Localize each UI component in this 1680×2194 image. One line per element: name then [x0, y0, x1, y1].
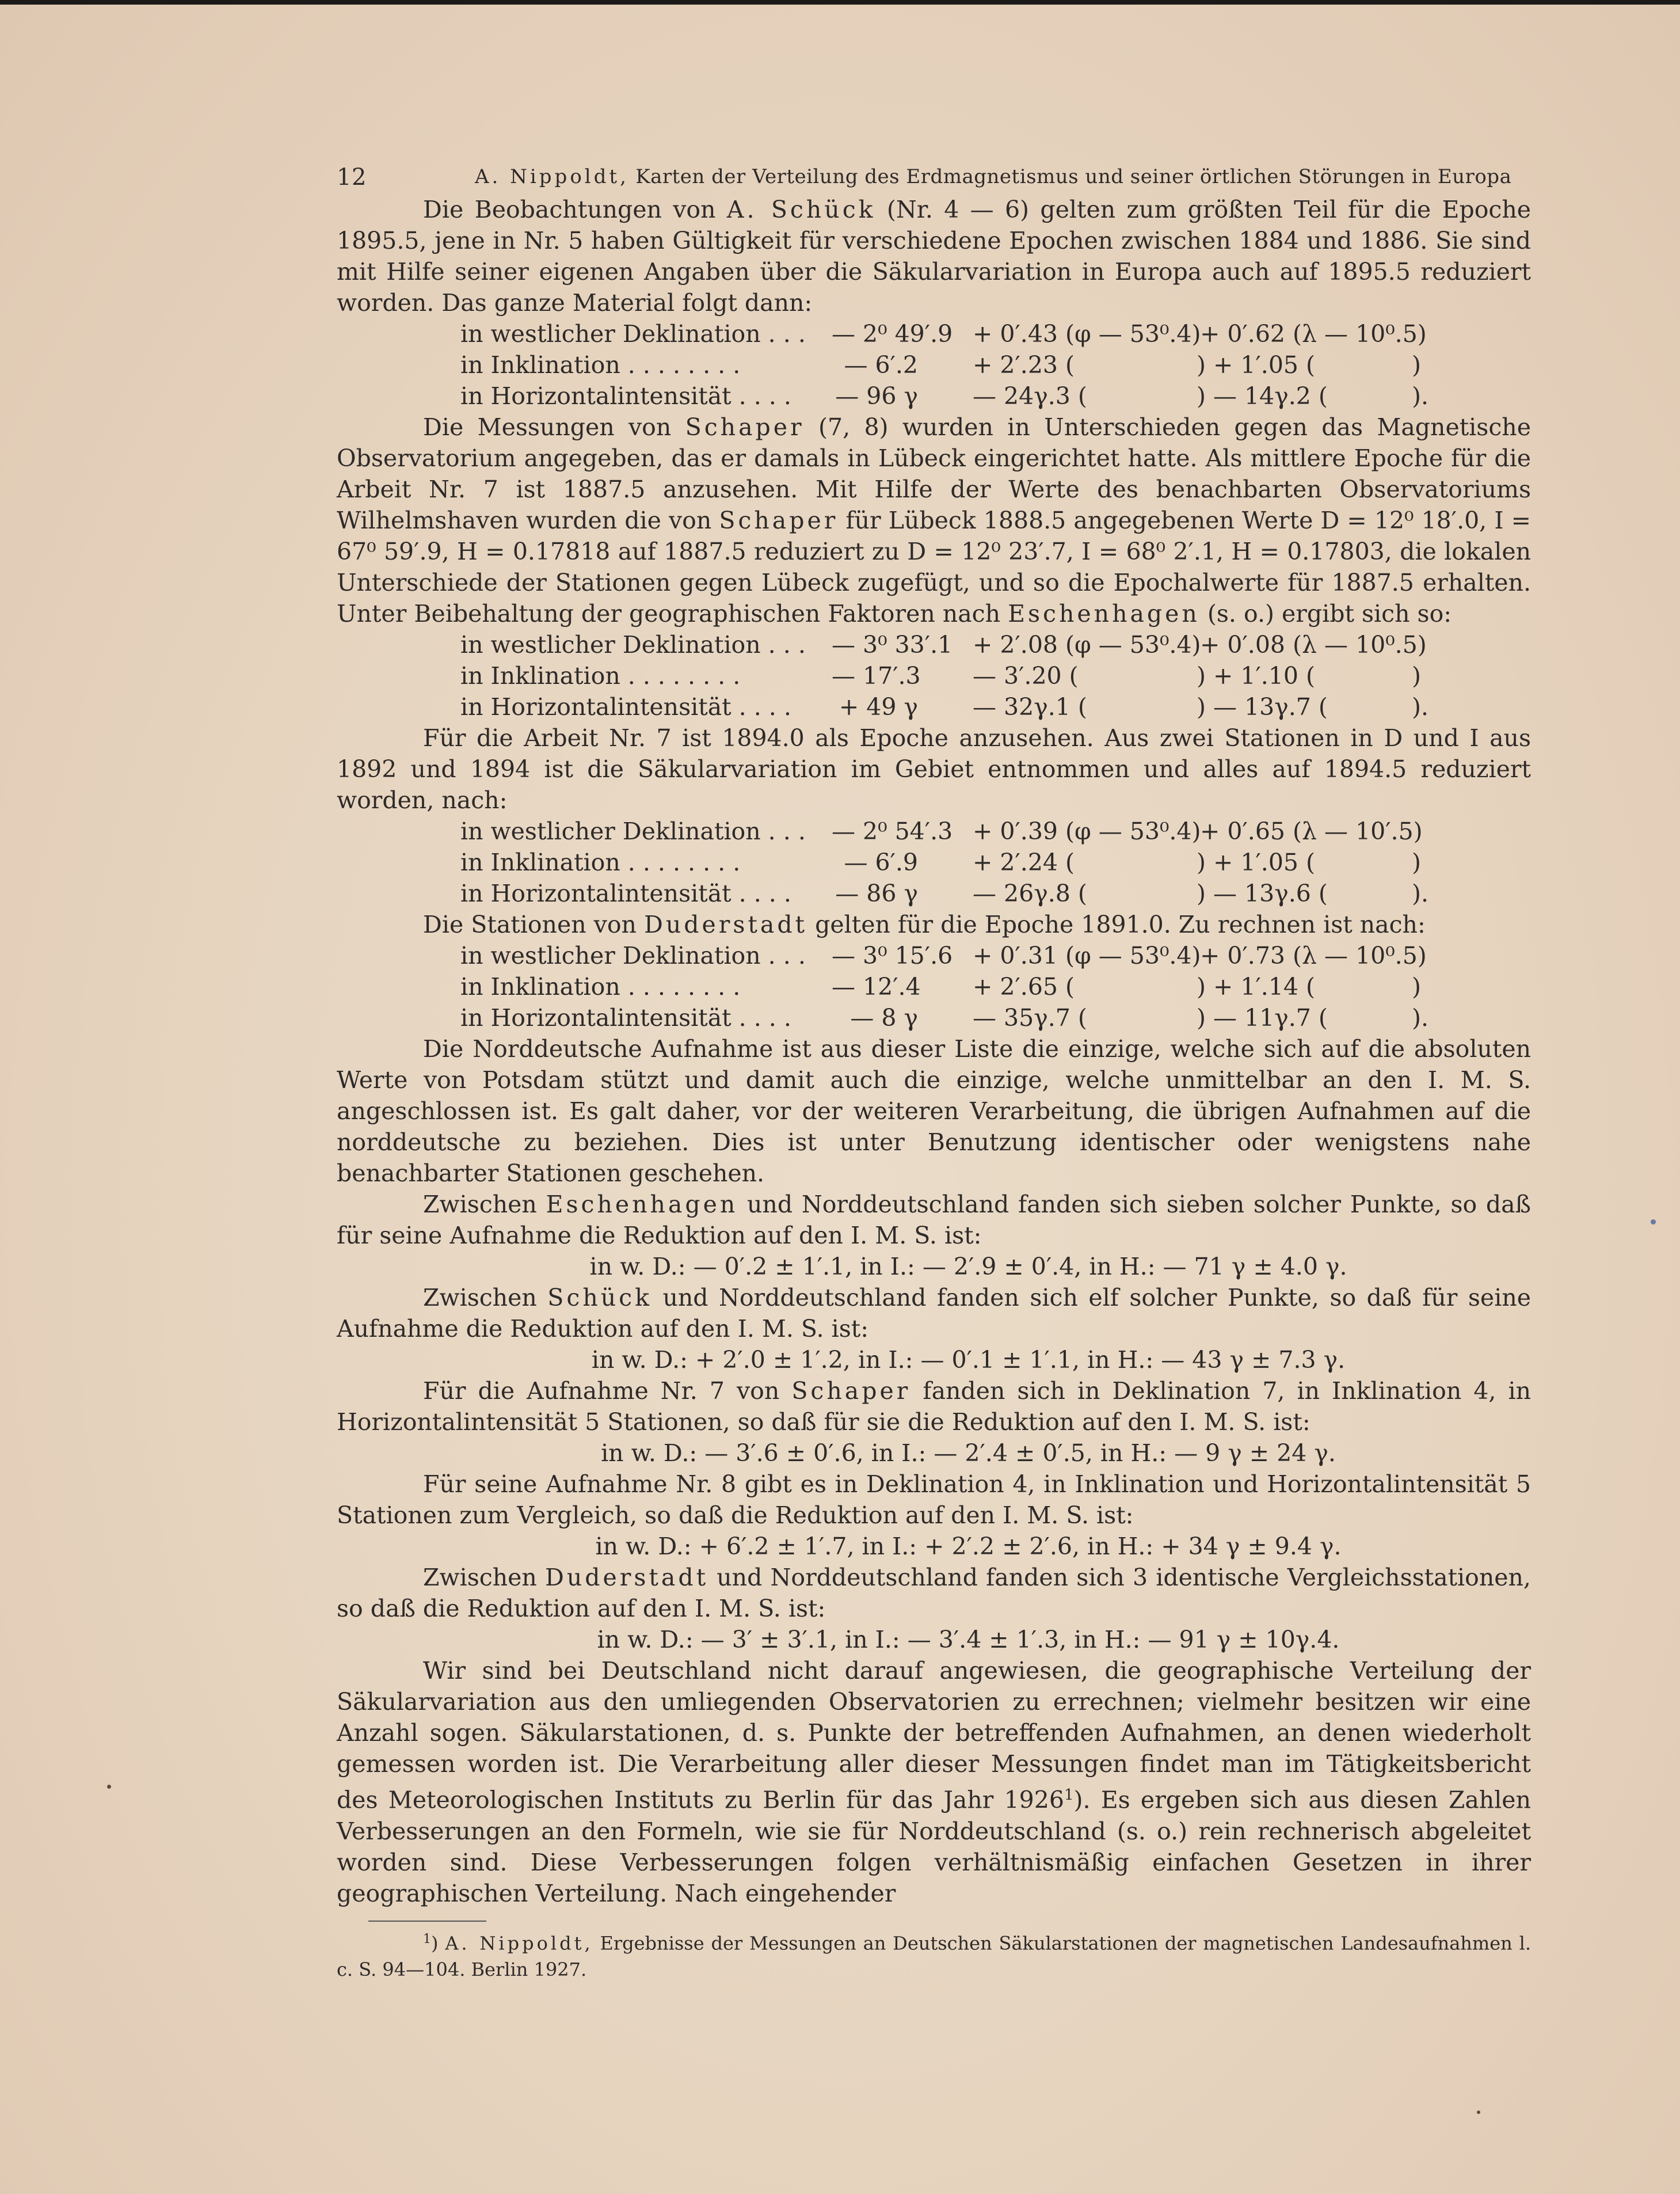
footnote-reference: 1 [1064, 1786, 1074, 1804]
paragraph: Für seine Aufnahme Nr. 8 gibt es in Deklination 4, in Inklination und Horizontalintensität 5 Stationen zum Vergleich, so daß die Reduktion auf den I. M. S. ist: [337, 1470, 1531, 1529]
footnote-divider [368, 1921, 486, 1922]
paragraph: Zwischen Eschenhagen und Norddeutschland fanden sich sieben solcher Punkte, so daß für seine Aufnahme die Reduktion auf den I. M. S. ist: [337, 1191, 1531, 1249]
formula-row: in westlicher Deklination . . . — 2⁰ 49′.9 + 0′.43 (φ — 53⁰.4) + 0′.62 (λ — 10⁰.5) [460, 320, 1427, 348]
page-number: 12 [337, 164, 367, 191]
reduction-formula: in w. D.: + 6′.2 ± 1′.7, in I.: + 2′.2 ± 2′.6, in H.: + 34 γ ± 9.4 γ. [595, 1533, 1342, 1560]
person-name: Schaper [685, 413, 805, 441]
person-name: A. Nippoldt, [445, 1932, 593, 1955]
formula-row: in Inklination . . . . . . . . — 12′.4 + 2′.65 ( ) + 1′.14 ( ) [460, 973, 1421, 1001]
running-header [337, 158, 1531, 194]
paragraph: Die Beobachtungen von A. Schück (Nr. 4 — 6) gelten zum größten Teil für die Epoche 1895.5, jene in Nr. 5 haben Gültigkeit für verschiedene Epochen zwischen 1884 und 1886. Sie sind mit Hilfe seiner eigenen Angaben über die Säkularvariation in Europa auch auf 1895.5 reduziert worden. Das ganze Material folgt dann: [337, 196, 1532, 317]
formula-row: in Horizontalintensität . . . . — 86 γ — 26γ.8 ( ) — 13γ.6 ( ). [460, 880, 1429, 907]
header-title: Karten der Verteilung des Erdmagnetismus und seiner örtlichen Störungen in Europa [635, 165, 1512, 188]
formula-row: in westlicher Deklination . . . — 2⁰ 54′.3 + 0′.39 (φ — 53⁰.4) + 0′.65 (λ — 10′.5) [460, 817, 1423, 845]
person-name: A. Schück [726, 196, 876, 223]
paragraph: Die Norddeutsche Aufnahme ist aus dieser Liste die einzige, welche sich auf die absoluten Werte von Potsdam stützt und damit auch die einzige, welche unmittelbar an den I. M. S. angeschlossen ist. Es galt daher, vor der weiteren Verarbeitung, die übrigen Aufnahmen auf die norddeutsche zu beziehen. Dies ist unter Benutzung identischer oder wenigstens nahe benachbarter Stationen geschehen. [337, 1035, 1531, 1187]
paragraph: Zwischen Schück und Norddeutschland fanden sich elf solcher Punkte, so daß für seine Aufnahme die Reduktion auf den I. M. S. ist: [337, 1284, 1531, 1343]
person-name: Eschenhagen [1008, 600, 1200, 628]
footnote: $^1$) A. Nippoldt, Ergebnisse der Messungen an Deutschen Säkularstationen der magnetischen Landesaufnahmen l. c. S. 94—104. Berlin 1927. [337, 1931, 1532, 1981]
header-author: A. Nippoldt, [475, 165, 629, 188]
running-title [475, 165, 1511, 188]
person-name: Eschenhagen [546, 1191, 738, 1218]
paragraph: Die Stationen von Duderstadt gelten für die Epoche 1891.0. Zu rechnen ist nach: [423, 911, 1426, 938]
paragraph: Zwischen Duderstadt und Norddeutschland fanden sich 3 identische Vergleichsstationen, so daß die Reduktion auf den I. M. S. ist: [337, 1564, 1531, 1622]
formula-row: in Inklination . . . . . . . . — 6′.2 + 2′.23 ( ) + 1′.05 ( ) [460, 351, 1421, 379]
formula-block [337, 816, 1531, 909]
formula-block [337, 629, 1531, 723]
formula-block [337, 318, 1531, 412]
formula-row: in Horizontalintensität . . . . — 96 γ — 24γ.3 ( ) — 14γ.2 ( ). [460, 382, 1429, 410]
reduction-formula: in w. D.: — 3′.6 ± 0′.6, in I.: — 2′.4 ± 0′.5, in H.: — 9 γ ± 24 γ. [601, 1439, 1336, 1467]
paragraph: Für die Arbeit Nr. 7 ist 1894.0 als Epoche anzusehen. Aus zwei Stationen in D und I aus 1892 und 1894 ist die Säkularvariation im Gebiet entnommen und alles auf 1894.5 reduziert worden, nach: [337, 724, 1531, 814]
person-name: Schaper [791, 1377, 911, 1405]
formula-row: in westlicher Deklination . . . — 3⁰ 15′.6 + 0′.31 (φ — 53⁰.4) + 0′.73 (λ — 10⁰.5) [460, 942, 1427, 969]
ink-speck [1477, 2111, 1480, 2114]
reduction-formula: in w. D.: — 0′.2 ± 1′.1, in I.: — 2′.9 ± 0′.4, in H.: — 71 γ ± 4.0 γ. [589, 1253, 1347, 1280]
scan-top-edge [0, 0, 1680, 5]
person-name: Duderstadt [544, 1564, 709, 1591]
reduction-formula: in w. D.: + 2′.0 ± 1′.2, in I.: — 0′.1 ± 1′.1, in H.: — 43 γ ± 7.3 γ. [591, 1346, 1346, 1374]
formula-row: in westlicher Deklination . . . — 3⁰ 33′.1 + 2′.08 (φ — 53⁰.4) + 0′.08 (λ — 10⁰.5) [460, 631, 1427, 659]
person-name: Duderstadt [643, 911, 808, 938]
formula-block [337, 940, 1531, 1033]
paragraph: Wir sind bei Deutschland nicht darauf angewiesen, die geographische Verteilung der Säkularvariation aus den umliegenden Observatorien zu errechnen; vielmehr besitzen wir eine Anzahl sogen. Säkularstationen, d. s. Punkte der betreffenden Aufnahmen, an denen wiederholt gemessen worden ist. Die Verarbeitung aller dieser Messungen findet man im Tätigkeitsbericht des Meteorologischen Instituts zu Berlin für das Jahr 1926$^1$). Es ergeben sich aus diesen Zahlen Verbesserungen an den Formeln, wie sie für Norddeutschland (s. o.) rein rechnerisch abgeleitet worden sind. Diese Verbesserungen folgen verhältnismäßig einfachen Gesetzen in ihrer geographischen Verteilung. Nach eingehender [337, 1657, 1531, 1907]
formula-row: in Inklination . . . . . . . . — 6′.9 + 2′.24 ( ) + 1′.05 ( ) [460, 849, 1421, 876]
reduction-formula: in w. D.: — 3′ ± 3′.1, in I.: — 3′.4 ± 1′.3, in H.: — 91 γ ± 10γ.4. [597, 1626, 1340, 1653]
document-page [337, 158, 1531, 1983]
paragraph: Für die Aufnahme Nr. 7 von Schaper fanden sich in Deklination 7, in Inklination 4, in Horizontalintensität 5 Stationen, so daß für sie die Reduktion auf den I. M. S. ist: [337, 1377, 1531, 1436]
ink-speck [1651, 1219, 1656, 1225]
person-name: Schück [547, 1284, 652, 1311]
formula-row: in Horizontalintensität . . . . + 49 γ — 32γ.1 ( ) — 13γ.7 ( ). [460, 693, 1429, 721]
paragraph: Die Messungen von Schaper (7, 8) wurden in Unterschieden gegen das Magnetische Observatorium angegeben, das er damals in Lübeck eingerichtet hatte. Als mittlere Epoche für die Arbeit Nr. 7 ist 1887.5 anzusehen. Mit Hilfe der Werte des benachbarten Observatoriums Wilhelmshaven wurden die von Schaper für Lübeck 1888.5 angegebenen Werte D = 12⁰ 18′.0, I = 67⁰ 59′.9, H = 0.17818 auf 1887.5 reduziert zu D = 12⁰ 23′.7, I = 68⁰ 2′.1, H = 0.17803, die lokalen Unterschiede der Stationen gegen Lübeck zugefügt, und so die Epochalwerte für 1887.5 erhalten. Unter Beibehaltung der geographischen Faktoren nach Eschenhagen (s. o.) ergibt sich so: [337, 413, 1531, 628]
person-name: Schaper [719, 507, 839, 534]
ink-speck [107, 1785, 111, 1789]
formula-row: in Horizontalintensität . . . . — 8 γ — 35γ.7 ( ) — 11γ.7 ( ). [460, 1004, 1429, 1032]
formula-row: in Inklination . . . . . . . . — 17′.3 — 3′.20 ( ) + 1′.10 ( ) [460, 662, 1421, 690]
